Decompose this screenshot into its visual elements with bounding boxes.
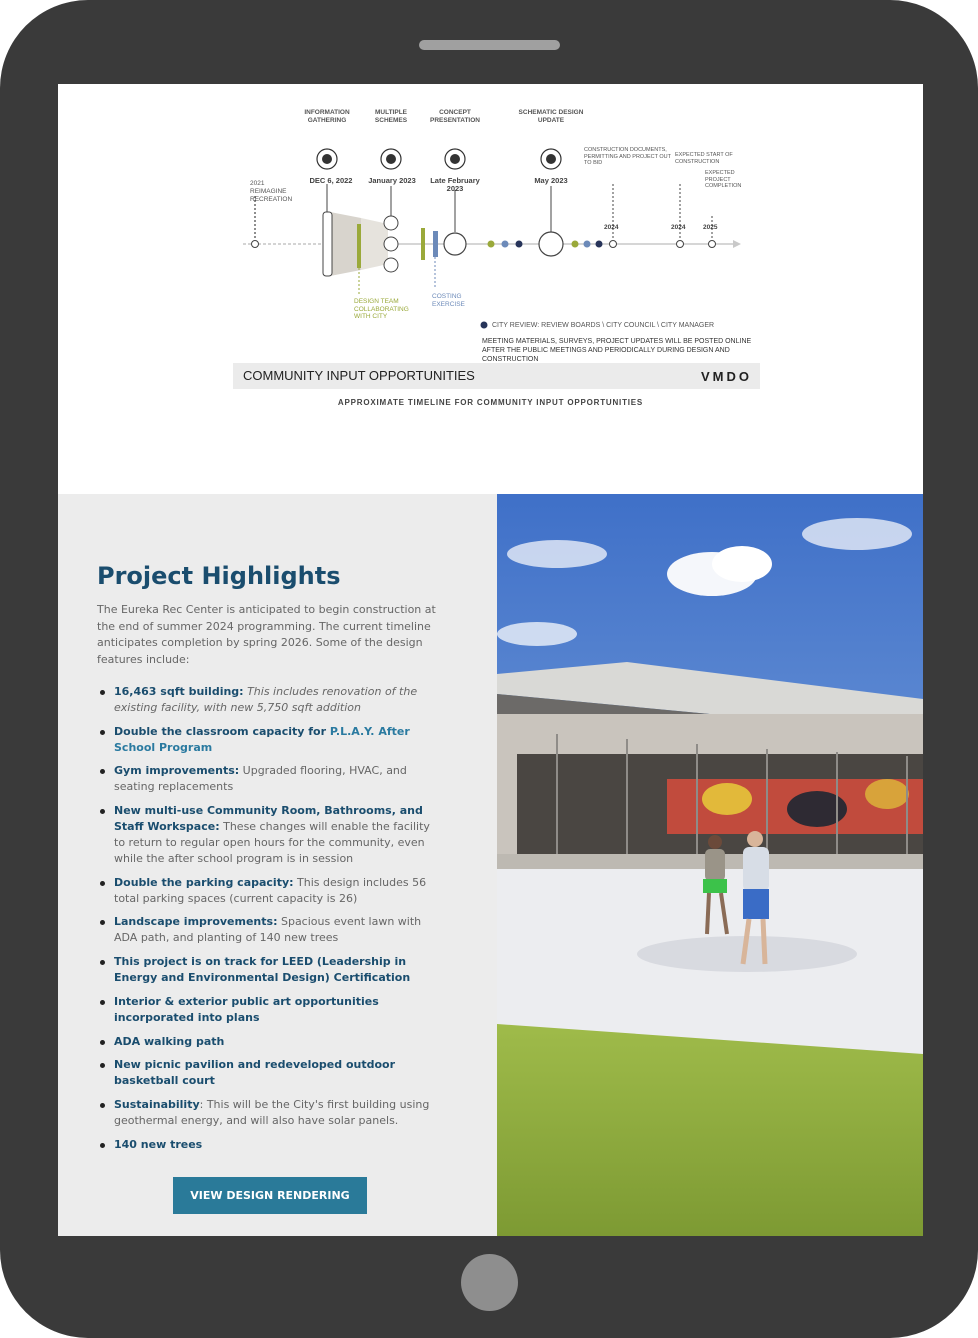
legend-city-review: CITY REVIEW: REVIEW BOARDS \ CITY COUNCIL \ CITY MANAGER — [492, 322, 715, 329]
item-title: ADA walking path — [114, 1034, 225, 1048]
item-text: This includes renovation of the existing facility, with new 5,750 sqft addition — [114, 685, 418, 714]
milestone-header-3: CONCEPT PRESENTATION — [430, 109, 480, 124]
list-item — [97, 763, 442, 795]
list-item — [97, 1057, 442, 1089]
highlights-list — [97, 684, 442, 1160]
item-text: Spacious event lawn with ADA path, and planting of 140 new trees — [114, 915, 422, 945]
tablet-speaker — [419, 40, 560, 50]
item-title: Interior & exterior public art opportunities incorporated into plans — [114, 994, 379, 1024]
phase-year-3: 2025 — [703, 224, 718, 231]
item-title: 16,463 sqft building: — [114, 685, 244, 698]
costing-note: COSTING EXERCISE — [432, 293, 465, 308]
rendering-illustration — [497, 494, 923, 1236]
item-text: : This will be the City's first building using geothermal energy, and will also have solar panels. — [114, 1097, 430, 1127]
item-title: Gym improvements: — [114, 764, 240, 778]
list-item — [97, 994, 442, 1026]
list-item — [97, 724, 442, 756]
project-highlights-panel — [58, 494, 497, 1236]
start-label: REIMAGINE RECREATION — [250, 188, 293, 203]
item-title: New multi-use Community Room, Bathrooms, and Staff Workspace: — [114, 804, 423, 834]
item-text: Upgraded flooring, HVAC, and seating replacements — [114, 764, 407, 794]
section-title: Project Highlights — [97, 562, 341, 590]
timeline-caption: APPROXIMATE TIMELINE FOR COMMUNITY INPUT OPPORTUNITIES — [337, 398, 644, 407]
item-text: This design includes 56 total parking spaces (current capacity is 26) — [114, 875, 427, 905]
list-item — [97, 875, 442, 907]
screen — [58, 84, 923, 1236]
design-rendering-image — [497, 494, 923, 1236]
intro-paragraph: The Eureka Rec Center is anticipated to begin construction at the end of summer 2024 programming. The current timeline anticipates completion by spring 2026. Some of the design features include: — [97, 603, 436, 666]
milestone-date-2: January 2023 — [368, 176, 416, 185]
phase-year-1: 2024 — [604, 224, 619, 231]
item-title: This project is on track for LEED (Leadership in Energy and Environmental Design) Certification — [114, 955, 411, 985]
design-team-note: DESIGN TEAM COLLABORATING WITH CITY — [354, 298, 409, 320]
item-title: New picnic pavilion and redeveloped outdoor basketball court — [114, 1058, 396, 1088]
phase-label-1: CONSTRUCTION DOCUMENTS, PERMITTING AND PROJECT OUT TO BID — [584, 147, 671, 166]
phase-year-2: 2024 — [671, 224, 686, 231]
milestone-date-1: DEC 6, 2022 — [309, 176, 353, 185]
milestone-date-4: May 2023 — [534, 176, 568, 185]
phase-label-2: EXPECTED START OF CONSTRUCTION — [675, 152, 733, 165]
item-text: These changes will enable the facility to return to regular open hours for the community, even while the after school program is in session — [114, 820, 430, 866]
timeline-footer-title: COMMUNITY INPUT OPPORTUNITIES — [243, 368, 475, 383]
item-title: Double the classroom capacity for — [114, 724, 330, 738]
list-item — [97, 1034, 442, 1050]
item-title: Double the parking capacity: — [114, 875, 294, 889]
list-item — [97, 1137, 442, 1153]
item-title: Sustainability — [114, 1097, 200, 1111]
timeline-graphic — [233, 104, 760, 389]
milestone-date-3: Late February 2023 — [430, 176, 480, 193]
milestone-header-2: MULTIPLE SCHEMES — [374, 109, 408, 124]
list-item — [97, 803, 442, 867]
item-title: Landscape improvements: — [114, 915, 278, 929]
list-item — [97, 684, 442, 716]
list-item — [97, 1097, 442, 1129]
home-button[interactable] — [461, 1254, 518, 1311]
milestone-header-4: SCHEMATIC DESIGN UPDATE — [518, 109, 584, 124]
materials-note: MEETING MATERIALS, SURVEYS, PROJECT UPDATES WILL BE POSTED ONLINE AFTER THE PUBLIC MEETINGS AND PERIODICALLY DURING DESIGN AND CONSTRUCTION — [482, 338, 752, 363]
play-program-link[interactable]: P.L.A.Y. After School Program — [114, 724, 410, 754]
timeline-footer — [233, 363, 760, 389]
vmdo-logo: VMDO — [701, 369, 752, 384]
start-year: 2021 — [250, 180, 265, 187]
list-item — [97, 914, 442, 946]
phase-label-3: EXPECTED PROJECT COMPLETION — [705, 170, 742, 189]
list-item — [97, 954, 442, 986]
item-title: 140 new trees — [114, 1137, 203, 1151]
view-design-rendering-button[interactable]: VIEW DESIGN RENDERING — [173, 1177, 367, 1214]
milestone-header-1: INFORMATION GATHERING — [304, 109, 350, 124]
